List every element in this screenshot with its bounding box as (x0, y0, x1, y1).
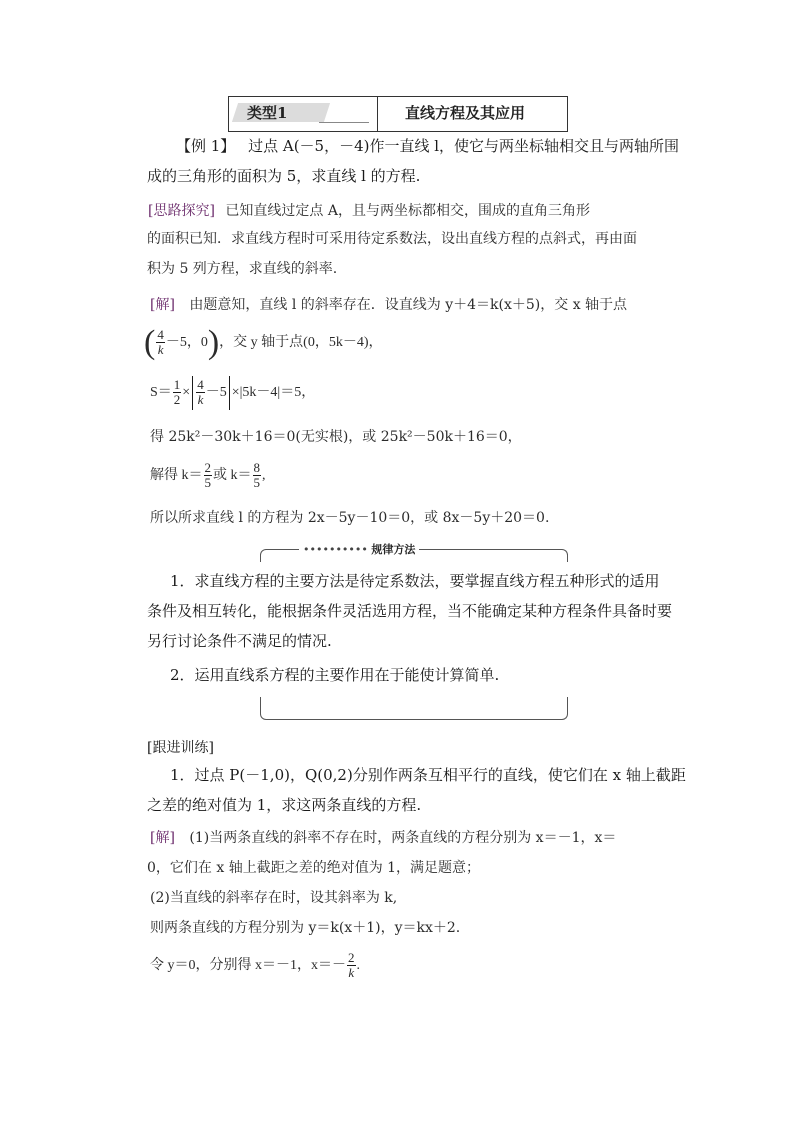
practice-solution-text-1: (1)当两条直线的斜率不存在时，两条直线的方程分别为 x＝－1，x＝ (189, 830, 617, 846)
area-tail: ×|5k－4|＝5， (231, 385, 316, 400)
analysis-text-1: 已知直线过定点 A，且与两坐标都相交，围成的直角三角形 (225, 203, 590, 219)
s5-end: . (356, 958, 360, 973)
solution-text-1: 由题意知，直线 l 的斜率存在．设直线为 y＋4＝k(x＋5)，交 x 轴于点 (189, 297, 628, 313)
solve-or: 或 k＝ (213, 468, 252, 483)
practice-solution-line-3: (2)当直线的斜率存在时，设其斜率为 k, (150, 890, 398, 906)
area-equation (150, 375, 315, 411)
section-type-cell (229, 97, 378, 131)
open-paren: ( (144, 323, 156, 361)
abs-fraction: $\frac{4}{k}$ (197, 377, 204, 408)
point-fraction: $\frac{4}{k}$ (157, 327, 164, 358)
practice-solution-tag: [解] (150, 830, 175, 846)
section-type-label: 类型1 (247, 104, 288, 122)
solution-line-4: 得 25k²－30k＋16＝0(无实根)，或 25k²－50k＋16＝0， (150, 429, 522, 445)
section-header (228, 96, 568, 132)
solution-line-2 (144, 325, 382, 361)
analysis-text-3: 积为 5 列方程，求直线的斜率. (147, 261, 338, 277)
solution-line-5 (150, 458, 266, 494)
method-title: 规律方法 (371, 543, 416, 556)
k1-fraction: $\frac{2}{5}$ (204, 460, 211, 491)
practice-solution-line-4: 则两条直线的方程分别为 y＝k(x＋1)，y＝kx＋2. (150, 920, 461, 936)
section-title: 直线方程及其应用 (405, 104, 526, 122)
method-p2: 2．运用直线系方程的主要作用在于能使计算简单. (170, 666, 500, 684)
abs-bar-right (229, 376, 230, 410)
solution-tag: [解] (150, 297, 175, 313)
solution-line-2-tail: ，交 y 轴于点(0，5k－4)， (219, 335, 383, 350)
method-label (299, 543, 419, 557)
method-p1-line3: 另行讨论条件不满足的情况. (147, 632, 332, 650)
close-paren: ) (207, 323, 220, 361)
practice-question-1: 1．过点 P(－1,0)，Q(0,2)分别作两条互相平行的直线，使它们在 x 轴上截距 (170, 766, 686, 784)
solution-line-6: 所以所求直线 l 的方程为 2x－5y－10＝0，或 8x－5y＋20＝0. (150, 510, 550, 526)
method-p1-line2: 条件及相互转化，能根据条件灵活选用方程，当不能确定某种方程条件具备时要 (147, 602, 673, 620)
example-tag: 【例 1】 (176, 137, 236, 155)
point-rest: －5，0 (165, 335, 208, 350)
practice-question-2: 之差的绝对值为 1，求这两条直线的方程. (147, 796, 422, 814)
method-dots: •••••••••• (303, 543, 368, 556)
solution-line-1 (150, 294, 627, 316)
method-p1-line1: 1．求直线方程的主要方法是待定系数法，要掌握直线方程五种形式的适用 (170, 572, 660, 590)
analysis-text-2: 的面积已知．求直线方程时可采用待定系数法，设出直线方程的点斜式，再由面 (147, 231, 637, 247)
method-bracket-bottom (260, 697, 568, 720)
solve-lead: 解得 k＝ (150, 468, 203, 483)
s5-lead: 令 y＝0，分别得 x＝－1，x＝－ (150, 958, 346, 973)
example-line-1 (176, 135, 679, 157)
practice-solution-line-5 (150, 948, 360, 984)
s5-fraction: $\frac{2}{k}$ (348, 950, 355, 981)
example-text-1: 过点 A(－5，－4)作一直线 l，使它与两坐标轴相交且与两轴所围 (248, 137, 680, 155)
practice-solution-line-1 (150, 827, 616, 849)
abs-rest: －5 (205, 385, 227, 400)
analysis-tag: [思路探究] (148, 203, 215, 219)
area-lhs: S＝ (150, 385, 172, 400)
times-sign: × (182, 385, 191, 400)
practice-tag: [跟进训练] (147, 740, 214, 756)
half-fraction: $\frac{1}{2}$ (173, 377, 181, 408)
example-text-2: 成的三角形的面积为 5，求直线 l 的方程. (147, 167, 421, 185)
analysis-line-1 (148, 200, 590, 222)
section-tab-underline (319, 122, 369, 123)
practice-solution-line-2: 0，它们在 x 轴上截距之差的绝对值为 1，满足题意； (147, 860, 481, 876)
solve-end: , (262, 468, 266, 483)
k2-fraction: $\frac{8}{5}$ (253, 460, 260, 491)
abs-bar-left (192, 376, 193, 410)
